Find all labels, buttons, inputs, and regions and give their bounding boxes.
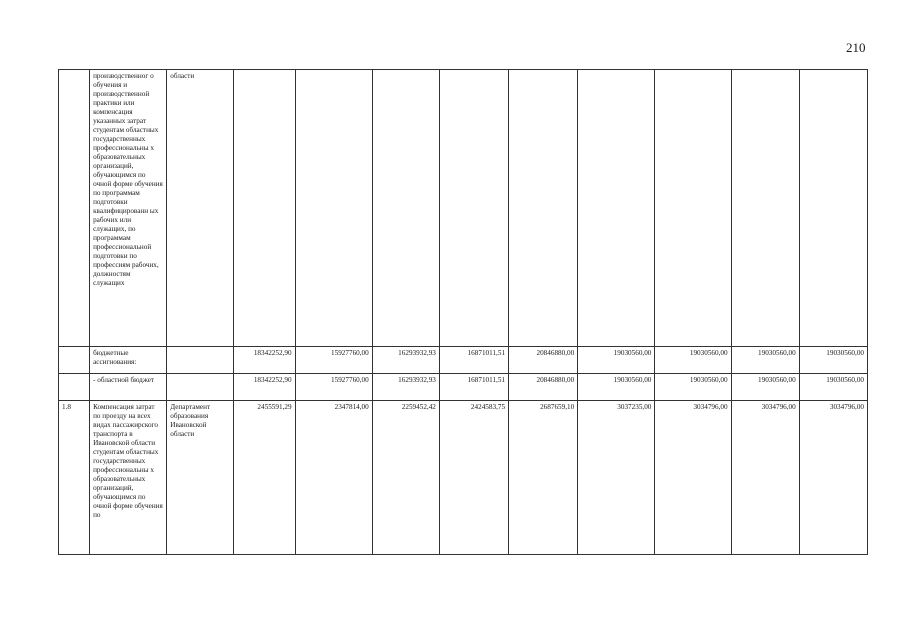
table-row (59, 347, 868, 374)
value-cell: 20846880,00 (509, 374, 578, 401)
value-cell: 16871011,51 (439, 374, 508, 401)
row-description: Компенсация затрат по проезду на всех видах пассажирского транспорта в Ивановской области студентам областных государственных профессиональны х образовательных организаций, обучающимся по очной форме обучения по (90, 401, 167, 555)
value-cell: 19030560,00 (731, 374, 799, 401)
row-executor (167, 347, 234, 374)
value-cell: 16871011,51 (439, 347, 508, 374)
value-cell: 16293932,93 (372, 374, 439, 401)
value-cell (372, 70, 439, 347)
value-cell (731, 70, 799, 347)
value-cell (799, 70, 867, 347)
row-description: - областной бюджет (90, 374, 167, 401)
value-cell: 19030560,00 (578, 374, 655, 401)
value-cell: 19030560,00 (655, 374, 731, 401)
value-cell: 19030560,00 (799, 374, 867, 401)
value-cell: 15927760,00 (295, 347, 372, 374)
value-cell: 3034796,00 (731, 401, 799, 555)
row-index (59, 347, 90, 374)
table-row (59, 401, 868, 555)
row-index (59, 70, 90, 347)
row-description: бюджетные ассигнования: (90, 347, 167, 374)
value-cell: 3034796,00 (655, 401, 731, 555)
value-cell: 20846880,00 (509, 347, 578, 374)
value-cell (439, 70, 508, 347)
value-cell: 3034796,00 (799, 401, 867, 555)
value-cell: 19030560,00 (799, 347, 867, 374)
row-executor (167, 374, 234, 401)
row-description: производственног о обучения и производственной практики или компенсация указанных затрат студентам областных государственных профессиональны х образовательных организаций, обучающимся по очной форме обучения по программам подготовки квалифицированн ых рабочих или служащих, по программам профессиональной подготовки по профессиям рабочих, должностям служащих (90, 70, 167, 347)
row-index (59, 374, 90, 401)
value-cell (655, 70, 731, 347)
value-cell (295, 70, 372, 347)
row-executor: Департамент образования Ивановской области (167, 401, 234, 555)
value-cell: 15927760,00 (295, 374, 372, 401)
row-index: 1.8 (59, 401, 90, 555)
row-executor: области (167, 70, 234, 347)
value-cell: 18342252,90 (234, 374, 295, 401)
value-cell: 2259452,42 (372, 401, 439, 555)
value-cell: 19030560,00 (578, 347, 655, 374)
value-cell: 19030560,00 (731, 347, 799, 374)
table-row (59, 374, 868, 401)
value-cell (234, 70, 295, 347)
page-number: 210 (846, 40, 866, 55)
value-cell: 2455591,29 (234, 401, 295, 555)
value-cell: 2424583,75 (439, 401, 508, 555)
value-cell (578, 70, 655, 347)
value-cell: 2347814,00 (295, 401, 372, 555)
value-cell: 19030560,00 (655, 347, 731, 374)
budget-table (58, 69, 868, 555)
value-cell: 16293932,93 (372, 347, 439, 374)
value-cell (509, 70, 578, 347)
value-cell: 3037235,00 (578, 401, 655, 555)
value-cell: 18342252,90 (234, 347, 295, 374)
table-row (59, 70, 868, 347)
value-cell: 2687659,10 (509, 401, 578, 555)
